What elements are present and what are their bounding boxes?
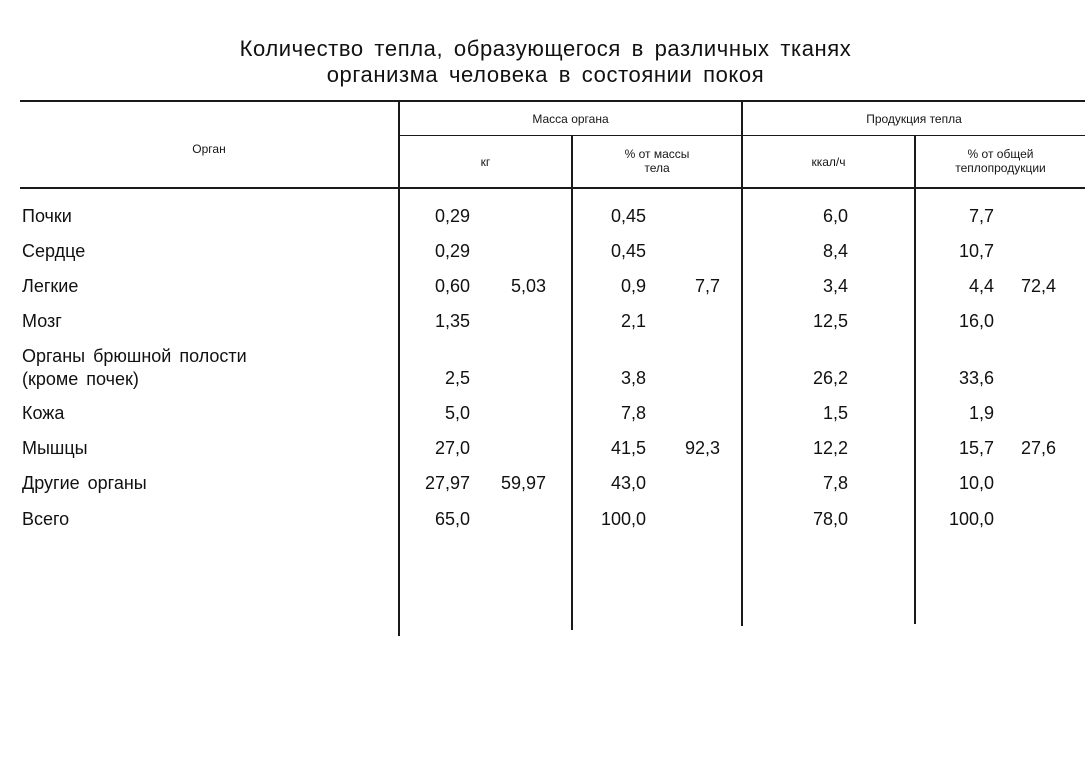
cell-pct-heat: 33,6 [958, 368, 994, 388]
cell-pct-heat: 10,7 [958, 241, 994, 261]
column-divider-organ [398, 101, 400, 636]
header-pct-mass [573, 147, 741, 175]
cell-pct-mass-subtotal: 7,7 [694, 276, 720, 296]
organ-label: Мозг [22, 311, 62, 331]
cell-kcal: 12,2 [812, 438, 848, 458]
cell-kcal: 8,4 [822, 241, 848, 261]
header-kcal: ккал/ч [811, 155, 846, 169]
header-pct-heat-line2: теплопродукции [955, 161, 1046, 175]
cell-kg-total: 65,0 [434, 509, 470, 529]
cell-pct-heat-total: 100,0 [948, 509, 994, 529]
cell-kcal: 26,2 [812, 368, 848, 388]
cell-kg: 27,97 [424, 473, 470, 493]
cell-kg-subtotal: 5,03 [510, 276, 546, 296]
title-line-2: организма человека в состоянии покоя [326, 62, 765, 87]
cell-pct-mass: 3,8 [620, 368, 646, 388]
cell-pct-heat: 16,0 [958, 311, 994, 331]
cell-pct-heat: 7,7 [968, 206, 994, 226]
header-organ: Орган [192, 142, 226, 156]
header-pct-mass-line1: % от массы [624, 147, 690, 161]
header-pct-mass-line2: тела [644, 161, 670, 175]
header-kg: кг [480, 155, 491, 169]
cell-pct-heat: 4,4 [968, 276, 994, 296]
cell-kcal: 1,5 [822, 403, 848, 423]
header-mass-group: Масса органа [532, 112, 609, 126]
cell-pct-mass: 0,45 [610, 206, 646, 226]
column-divider-mass-heat [741, 101, 743, 626]
table-title [0, 36, 1091, 88]
cell-pct-mass-total: 100,0 [600, 509, 646, 529]
header-pct-heat [916, 147, 1085, 175]
cell-pct-mass: 0,45 [610, 241, 646, 261]
cell-pct-mass: 7,8 [620, 403, 646, 423]
top-rule [20, 100, 1085, 102]
organ-label: Другие органы [22, 473, 147, 493]
cell-pct-heat: 10,0 [958, 473, 994, 493]
organ-label: Почки [22, 206, 72, 226]
header-bottom-rule [20, 187, 1085, 189]
cell-kg: 0,60 [434, 276, 470, 296]
header-pct-heat-line1: % от общей [967, 147, 1034, 161]
column-divider-kcal [914, 136, 916, 624]
cell-pct-mass: 41,5 [610, 438, 646, 458]
organ-label-line2: (кроме почек) [22, 369, 139, 389]
cell-kcal: 7,8 [822, 473, 848, 493]
cell-kg: 0,29 [434, 206, 470, 226]
cell-pct-mass: 0,9 [620, 276, 646, 296]
cell-pct-heat-subtotal: 27,6 [1020, 438, 1056, 458]
organ-label: Сердце [22, 241, 86, 261]
cell-kg: 1,35 [434, 311, 470, 331]
organ-label: Органы брюшной полости [22, 346, 247, 366]
column-divider-kg [571, 136, 573, 630]
cell-kg: 27,0 [434, 438, 470, 458]
title-line-1: Количество тепла, образующегося в различных тканях [239, 36, 852, 61]
organ-label: Легкие [22, 276, 79, 296]
cell-kcal: 6,0 [822, 206, 848, 226]
cell-pct-heat: 1,9 [968, 403, 994, 423]
cell-kg: 5,0 [444, 403, 470, 423]
cell-kg: 0,29 [434, 241, 470, 261]
cell-kg-subtotal: 59,97 [500, 473, 546, 493]
cell-pct-heat: 15,7 [958, 438, 994, 458]
cell-kg: 2,5 [444, 368, 470, 388]
organ-label: Мышцы [22, 438, 88, 458]
cell-pct-heat-subtotal: 72,4 [1020, 276, 1056, 296]
cell-pct-mass: 2,1 [620, 311, 646, 331]
cell-kcal: 12,5 [812, 311, 848, 331]
cell-pct-mass: 43,0 [610, 473, 646, 493]
cell-kcal: 3,4 [822, 276, 848, 296]
header-heat-group: Продукция тепла [866, 112, 962, 126]
organ-label-total: Всего [22, 509, 70, 529]
cell-kcal-total: 78,0 [812, 509, 848, 529]
cell-pct-mass-subtotal: 92,3 [684, 438, 720, 458]
organ-label: Кожа [22, 403, 65, 423]
